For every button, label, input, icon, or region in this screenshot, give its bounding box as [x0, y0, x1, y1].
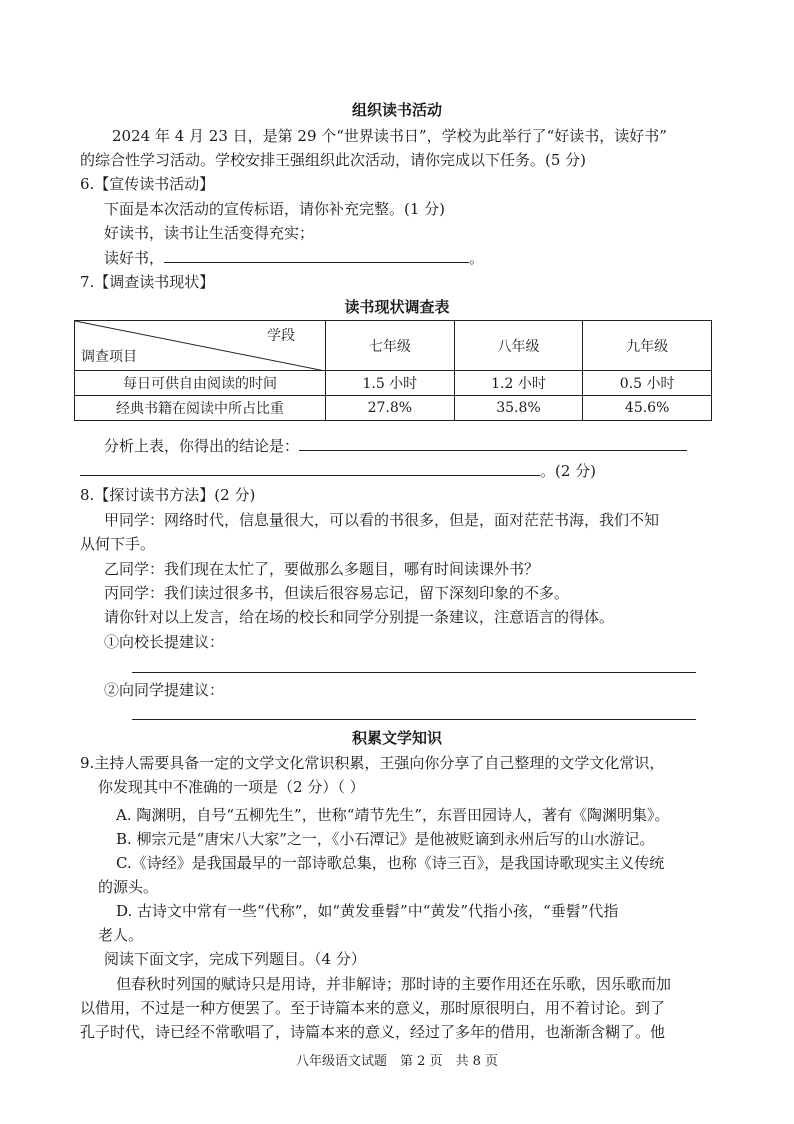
q7-answer-blank-2[interactable] [80, 461, 540, 476]
intro-line-1: 2024 年 4 月 23 日，是第 29 个“世界读书日”，学校为此举行了“好读书，读好书” [112, 127, 667, 145]
cell-value: 1.5 小时 [326, 371, 455, 396]
row-label: 经典书籍在阅读中所占比重 [75, 396, 326, 421]
row-label: 每日可供自由阅读的时间 [75, 371, 326, 396]
q9-option-a: A. 陶渊明，自号“五柳先生”，世称“靖节先生”，东晋田园诗人，著有《陶渊明集》。 [116, 806, 670, 824]
q7-analysis-line [104, 436, 687, 456]
cell-value: 1.2 小时 [454, 371, 583, 396]
q6-answer-blank[interactable] [164, 248, 469, 263]
q6-slogan-start: 读好书， [104, 249, 165, 267]
q8-student-c: 丙同学：我们读过很多书，但读后很容易忘记，留下深刻印象的不多。 [104, 584, 570, 602]
corner-item-label: 调查项目 [81, 349, 137, 365]
table-header-row [75, 321, 712, 371]
q7-analysis-end: 。(2 分) [540, 462, 597, 480]
q8-student-b: 乙同学：我们现在太忙了，要做那么多题目，哪有时间读课外书？ [104, 560, 540, 578]
survey-table [74, 320, 712, 421]
section-title-literary-knowledge: 积累文学知识 [351, 729, 442, 747]
page-footer: 八年级语文试题 第 2 页 共 8 页 [295, 1054, 499, 1069]
q8-suggestion-principal: ①向校长提建议： [104, 633, 225, 651]
header-grade-9: 九年级 [583, 321, 712, 371]
corner-grade-label: 学段 [267, 328, 295, 344]
q7-analysis-line-2 [80, 461, 596, 481]
intro-line-2: 的综合性学习活动。学校安排王强组织此次活动，请你完成以下任务。(5 分) [80, 151, 587, 169]
q9-line-2: 你发现其中不准确的一项是（2 分）（ ） [98, 778, 365, 796]
q6-slogan-line-1: 好读书，读书让生活变得充实； [104, 224, 315, 242]
q6-heading: 6.【宣传读书活动】 [80, 175, 215, 193]
q6-slogan-line-2 [104, 248, 484, 268]
cell-value: 27.8% [326, 396, 455, 421]
reading-paragraph-line-2: 以借用，不过是一种方便罢了。至于诗篇本来的意义，那时原很明白，用不着讨论。到了 [80, 999, 666, 1017]
reading-paragraph-line-3: 孔子时代，诗已经不常歌唱了，诗篇本来的意义，经过了多年的借用，也渐渐含糊了。他 [80, 1023, 666, 1041]
q9-option-d-line-1: D. 古诗文中常有一些“代称”，如“黄发垂髫”中“黄发”代指小孩，“垂髫”代指 [116, 902, 619, 920]
table-title: 读书现状调查表 [344, 298, 450, 316]
table-row [75, 396, 712, 421]
q8-answer-line-principal[interactable] [132, 672, 696, 673]
section-title-reading-activity: 组织读书活动 [351, 101, 442, 119]
q7-heading: 7.【调查读书现状】 [80, 273, 215, 291]
header-grade-8: 八年级 [454, 321, 583, 371]
table-corner-cell [75, 321, 326, 371]
reading-paragraph-line-1: 但春秋时列国的赋诗只是用诗，并非解诗；那时诗的主要作用还在乐歌，因乐歌而加 [116, 975, 672, 993]
cell-value: 45.6% [583, 396, 712, 421]
q8-suggestion-classmate: ②向同学提建议： [104, 681, 225, 699]
reading-prompt: 阅读下面文字，完成下列题目。（4 分） [104, 950, 366, 968]
cell-value: 0.5 小时 [583, 371, 712, 396]
table-row [75, 371, 712, 396]
q9-option-c-line-1: C.《诗经》是我国最早的一部诗歌总集，也称《诗三百》，是我国诗歌现实主义传统 [116, 854, 665, 872]
q8-student-a-line-2: 从何下手。 [80, 535, 156, 553]
q7-analysis-prompt: 分析上表，你得出的结论是： [104, 437, 300, 455]
q8-prompt: 请你针对以上发言，给在场的校长和同学分别提一条建议，注意语言的得体。 [104, 608, 615, 626]
q9-option-b: B. 柳宗元是“唐宋八大家”之一，《小石潭记》是他被贬谪到永州后写的山水游记。 [116, 830, 655, 848]
header-grade-7: 七年级 [326, 321, 455, 371]
q9-option-c-line-2: 的源头。 [98, 878, 159, 896]
q9-option-d-line-2: 老人。 [98, 926, 144, 944]
q6-instruction: 下面是本次活动的宣传标语，请你补充完整。(1 分) [104, 200, 446, 218]
q9-line-1: 9.主持人需要具备一定的文学文化常识积累，王强向你分享了自己整理的文学文化常识， [80, 754, 665, 772]
q8-heading: 8.【探讨读书方法】(2 分) [80, 486, 256, 504]
q7-answer-blank-1[interactable] [299, 436, 687, 451]
cell-value: 35.8% [454, 396, 583, 421]
q8-answer-line-classmate[interactable] [132, 719, 696, 720]
q8-student-a-line-1: 甲同学：网络时代，信息量很大，可以看的书很多，但是，面对茫茫书海，我们不知 [104, 511, 660, 529]
q6-slogan-end: 。 [469, 249, 485, 267]
